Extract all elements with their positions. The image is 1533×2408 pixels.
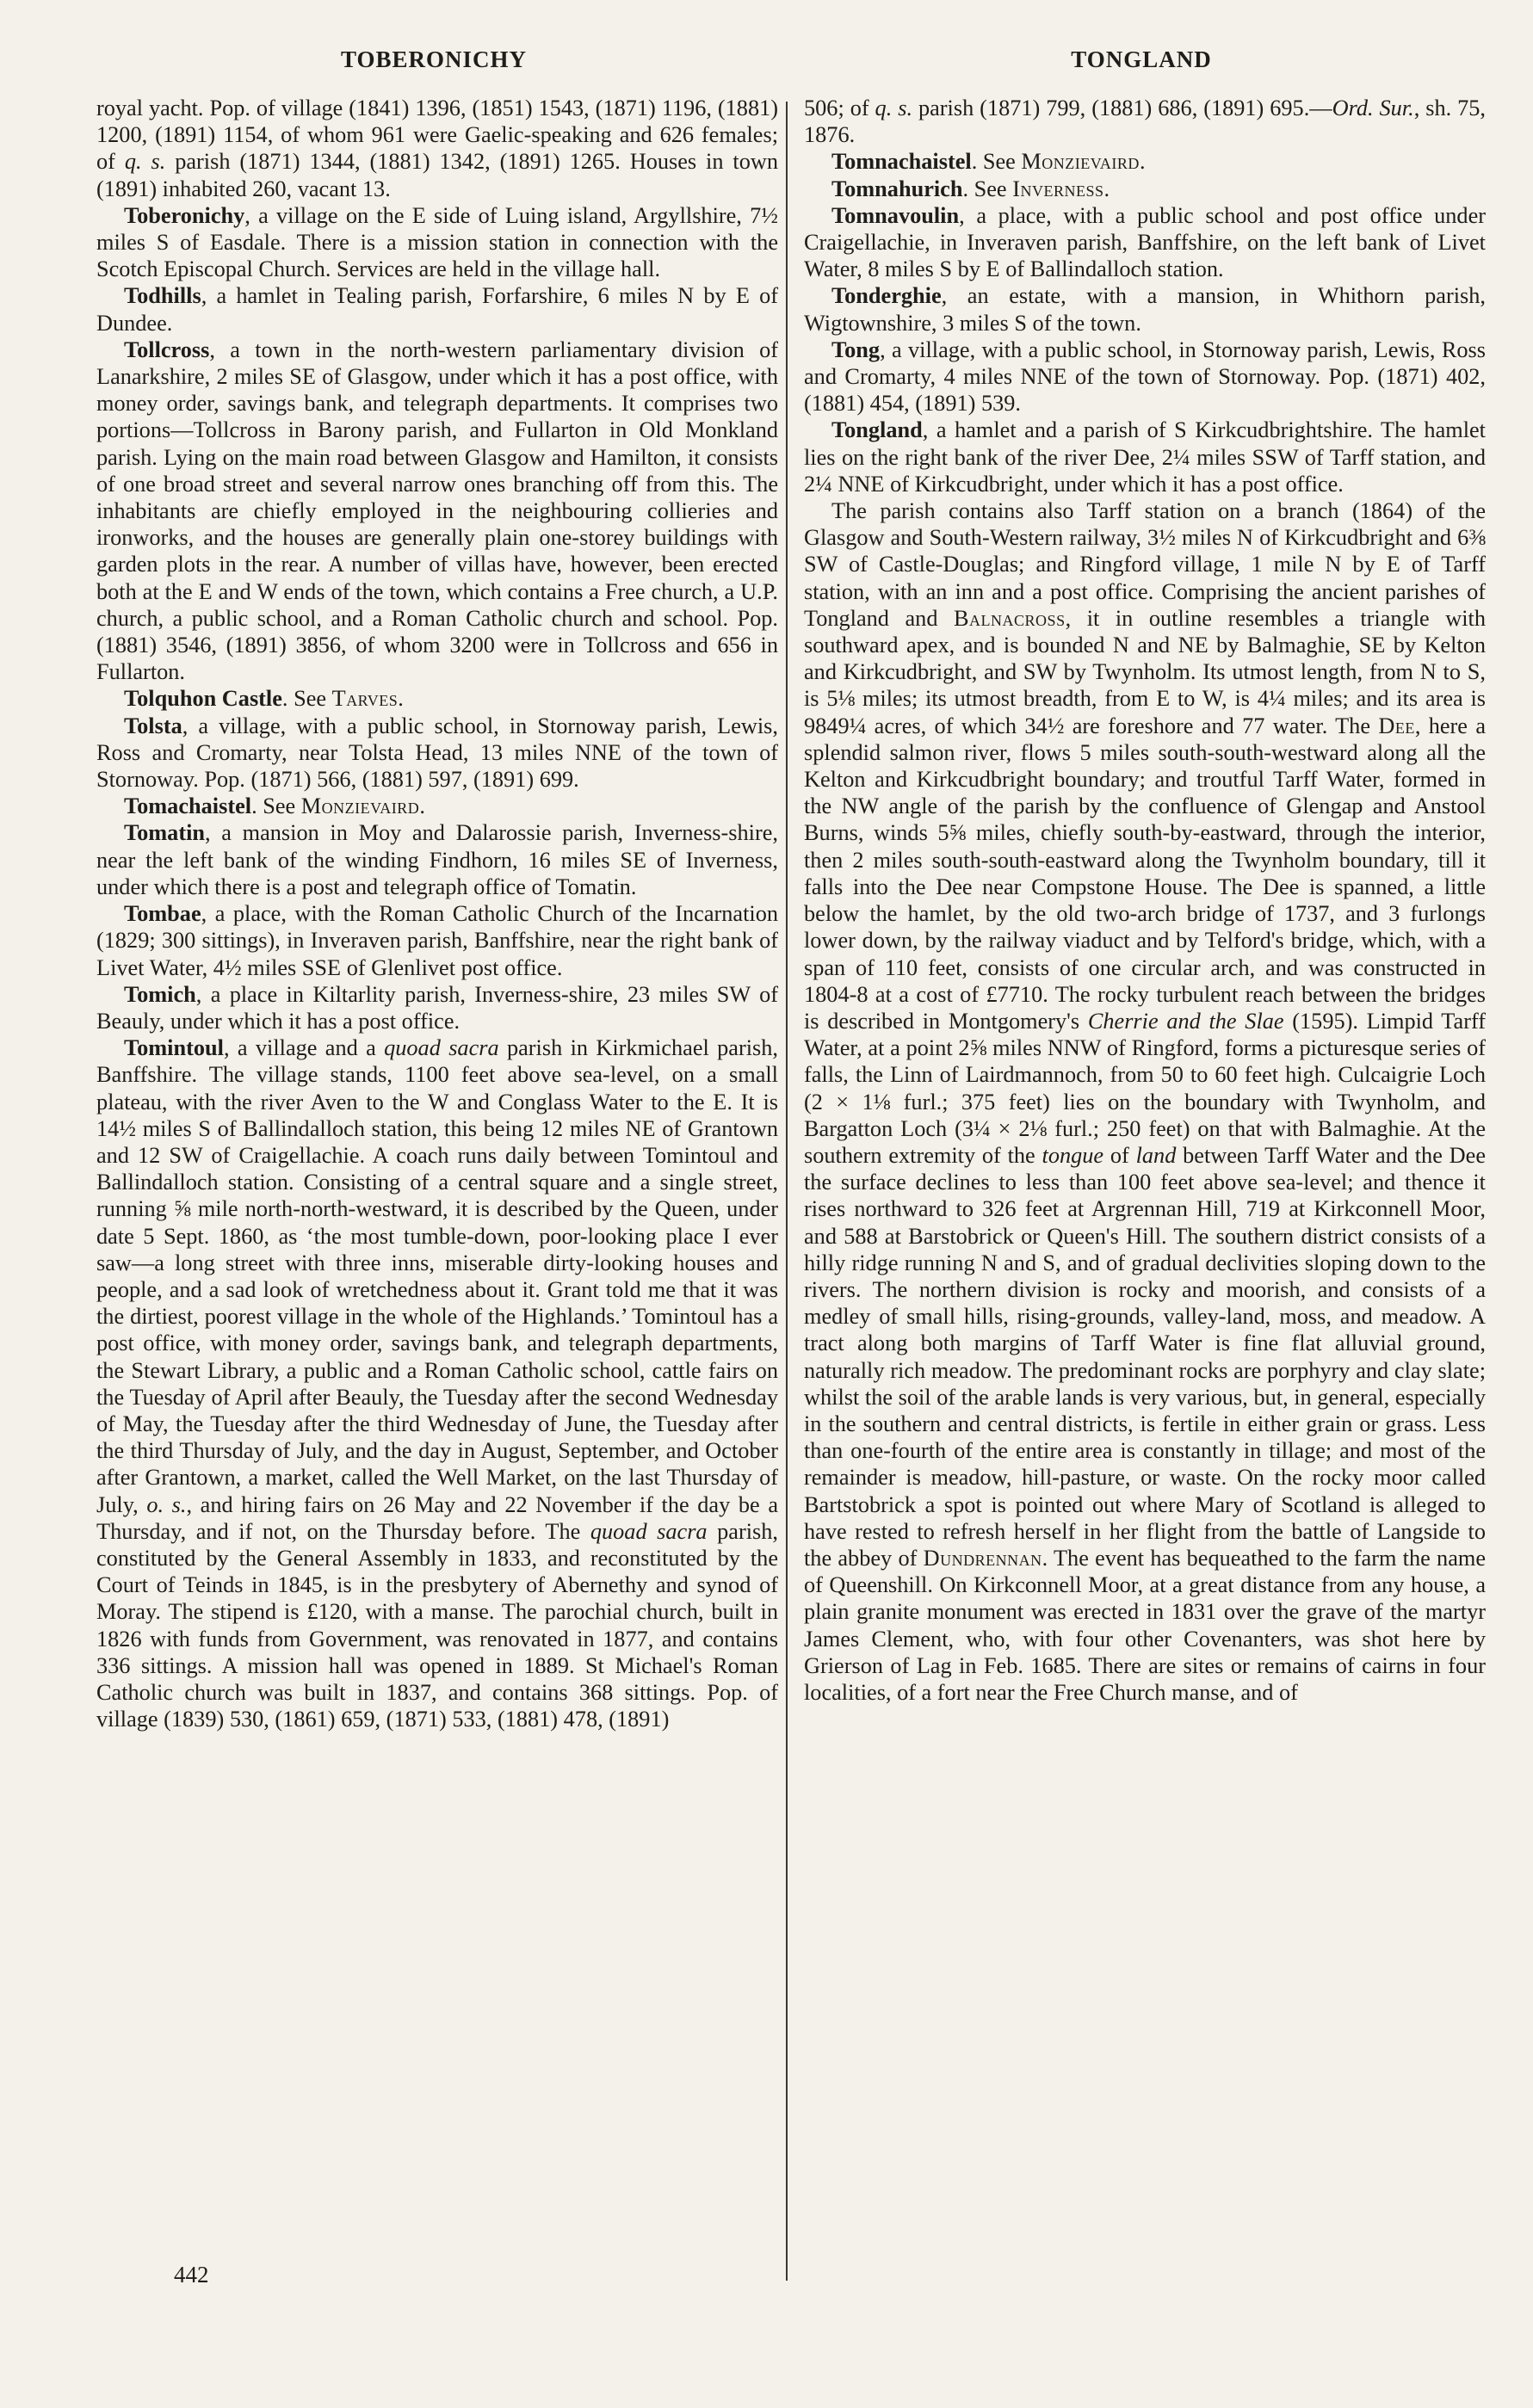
gazetteer-entry: [96, 713, 778, 793]
entry-text: .: [419, 793, 425, 819]
entry-text: The parish contains also Tarff station on a branch (1864) of the Glasgow and South-Western railway, 3½ miles N of Kirkcudbright and 6⅜ SW of Castle-Douglas; and Ringford village, 1 mile N by E of Tarff station, with an inn and a post office. Comprising the ancient parishes of Tongland and: [804, 498, 1486, 631]
gazetteer-entry: [96, 202, 778, 283]
italic-text: o. s.: [146, 1491, 187, 1517]
entry-headword: Tolsta: [124, 713, 182, 738]
entry-text: , here a splendid salmon river, flows 5 miles south-south-westward along all the Kelton and Kirkcudbright boundary; and troutful Tarff Water, formed in the NW angle of the parish by the confluence of Glengap and Anstool Burns, winds 5⅝ miles, chiefly south-by-eastward, through the interior, then 2 miles south-south-eastward along the Twynholm boundary, till it falls into the Dee near Compstone House. The Dee is spanned, a little below the hamlet, by the old two-arch bridge of 1737, and 3 furlongs lower down, by the railway viaduct and by Telford's bridge, which, with a span of 110 feet, consists of one circular arch, and was constructed in 1804-8 at a cost of £7710. The rocky turbulent reach between the bridges is described in Montgomery's: [804, 713, 1486, 1034]
entry-text: , a hamlet and a parish of S Kirkcudbrightshire. The hamlet lies on the right bank of the river Dee, 2¼ miles SSW of Tarff station, and 2¼ NNE of Kirkcudbright, under which it has a post office.: [804, 417, 1486, 497]
entry-text: , a place in Kiltarlity parish, Inverness-shire, 23 miles SW of Beauly, under which it has a post office.: [96, 981, 778, 1034]
entry-continuation: [96, 95, 778, 202]
italic-text: q. s.: [124, 149, 166, 175]
gazetteer-entry: [804, 417, 1486, 497]
running-head-right: TONGLAND: [1071, 46, 1212, 72]
entry-headword: Tomnahurich: [831, 176, 963, 201]
cross-reference: Inverness: [1012, 176, 1104, 201]
entry-text: , it in outline resembles a triangle with southward apex, and is bounded N and NE by Balmaghie, SE by Kelton and Kirkcudbright, and SW by Twynholm. Its utmost length, from N to S, is 5⅛ miles; its utmost breadth, from E to W, is 4¼ miles; and its area is 9849¼ acres, of which 34½ are foreshore and 77 water. The: [804, 605, 1486, 738]
italic-text: Ord. Sur.: [1332, 96, 1414, 120]
entry-text: , a place, with a public school and post office under Craigellachie, in Inveraven parish, Banffshire, on the left bank of Livet Water, 8 miles S by E of Ballindalloch station.: [804, 202, 1486, 282]
italic-text: quoad sacra: [590, 1518, 708, 1544]
entry-text: , a town in the north-western parliamentary division of Lanarkshire, 2 miles SE of Glasgow, under which it has a post office, with money order, savings bank, and telegraph departments. It comprises two portions—Tollcross in Barony parish, and Fullarton in Old Monkland parish. Lying on the main road between Glasgow and Hamilton, it consists of one broad street and several narrow ones branching off from this. The inhabitants are chiefly employed in the neighbouring collieries and ironworks, and the houses are generally plain one-storey buildings with garden plots in the rear. A number of villas have, however, been erected both at the E and W ends of the town, which contains a Free church, a U.P. church, a public school, and a Roman Catholic church and school. Pop. (1881) 3546, (1891) 3856, of whom 3200 were in Tollcross and 656 in Fullarton.: [96, 337, 778, 685]
italic-text: quoad sacra: [384, 1035, 499, 1061]
entry-headword: Tong: [831, 337, 881, 362]
gazetteer-entry: [96, 685, 778, 712]
entry-headword: Tomich: [124, 981, 196, 1007]
italic-text: tongue: [1042, 1142, 1104, 1168]
entry-text: , a hamlet in Tealing parish, Forfarshire, 6 miles N by E of Dundee.: [96, 283, 778, 336]
entry-text: , a mansion in Moy and Dalarossie parish, Inverness-shire, near the left bank of the winding Findhorn, 16 miles SE of Inverness, under which there is a post and telegraph office of Tomatin.: [96, 820, 778, 899]
gazetteer-entry: [804, 337, 1486, 417]
entry-continuation: [804, 95, 1486, 148]
gazetteer-entry: [804, 148, 1486, 175]
gazetteer-entry: [96, 981, 778, 1034]
right-column: [804, 95, 1486, 1706]
entry-text: . See: [962, 176, 1013, 201]
entry-text: , a village, with a public school, in Stornoway parish, Lewis, Ross and Cromarty, 4 miles NNE of the town of Stornoway. Pop. (1871) 402, (1881) 454, (1891) 539.: [804, 337, 1486, 417]
page-number: 442: [174, 2262, 209, 2288]
cross-reference: Tarves: [331, 686, 399, 712]
gazetteer-entry: [96, 819, 778, 900]
entry-text: .: [1103, 176, 1110, 201]
cross-reference: Dee: [1378, 713, 1415, 738]
entry-headword: Toberonichy: [124, 202, 245, 228]
entry-text: parish (1871) 1344, (1881) 1342, (1891) 1265. Houses in town (1891) inhabited 260, vacant 13.: [96, 149, 779, 201]
entry-headword: Tongland: [831, 417, 923, 443]
entry-text: .: [398, 686, 404, 712]
entry-text: , sh. 75, 1876.: [804, 96, 1486, 148]
gazetteer-entry: [804, 282, 1486, 336]
cross-reference: Monzievaird: [1021, 149, 1140, 175]
italic-text: Cherrie and the Slae: [1087, 1008, 1284, 1034]
entry-text: , and hiring fairs on 26 May and 22 November if the day be a Thursday, and if not, on the Thursday before. The: [96, 1491, 778, 1544]
entry-text: , an estate, with a mansion, in Whithorn parish, Wigtownshire, 3 miles S of the town.: [804, 283, 1486, 336]
cross-reference: Monzievaird: [300, 793, 420, 819]
entry-headword: Tombae: [124, 901, 201, 927]
entry-text: parish, constituted by the General Assembly in 1833, and reconstituted by the Court of Teinds in 1845, is in the presbytery of Abernethy and synod of Moray. The stipend is £120, with a manse. The parochial church, built in 1826 with funds from Government, was renovated in 1877, and contains 336 sittings. A mission hall was opened in 1889. St Michael's Roman Catholic church was built in 1837, and contains 368 sittings. Pop. of village (1839) 530, (1861) 659, (1871) 533, (1881) 478, (1891): [96, 1518, 778, 1732]
entry-text: . See: [281, 686, 332, 712]
entry-headword: Tonderghie: [831, 283, 942, 309]
entry-text: , a village, with a public school, in Stornoway parish, Lewis, Ross and Cromarty, near Tolsta Head, 13 miles NNE of the town of Stornoway. Pop. (1871) 566, (1881) 597, (1891) 699.: [96, 713, 778, 793]
entry-text: , a village and a: [223, 1035, 385, 1061]
entry-headword: Todhills: [124, 283, 201, 309]
entry-text: , a place, with the Roman Catholic Church of the Incarnation (1829; 300 sittings), in Inveraven parish, Banffshire, near the right bank of Livet Water, 4½ miles SSE of Glenlivet post office.: [96, 901, 778, 980]
entry-text: of: [1103, 1142, 1136, 1168]
gazetteer-entry: [96, 793, 778, 819]
gazetteer-entry: [96, 282, 778, 336]
entry-headword: Tolquhon Castle: [124, 686, 282, 712]
running-head-left: TOBERONICHY: [340, 46, 528, 72]
entry-text: parish (1871) 799, (1881) 686, (1891) 695.—: [912, 96, 1332, 120]
left-column: [96, 95, 778, 1732]
gazetteer-entry: [96, 337, 778, 686]
gazetteer-entry: [804, 176, 1486, 202]
entry-text: . See: [251, 793, 301, 819]
entry-text: parish in Kirkmichael parish, Banffshire. The village stands, 1100 feet above sea-level, on a small plateau, with the river Aven to the W and Conglass Water to the E. It is 14½ miles S of Ballindalloch station, this being 12 miles NE of Grantown and 12 SW of Craigellachie. A coach runs daily between Tomintoul and Ballindalloch station. Consisting of a central square and a single street, running ⅝ mile north-north-westward, it is described by the Queen, under date 5 Sept. 1860, as ‘the most tumble-down, poor-looking place I ever saw—a long street with three inns, miserable dirty-looking houses and people, and a sad look of wretchedness about it. Grant told me that it was the dirtiest, poorest village in the whole of the Highlands.’ Tomintoul has a post office, with money order, savings bank, and telegraph departments, the Stewart Library, a public and a Roman Catholic school, cattle fairs on the Tuesday of April after Beauly, the Tuesday after the second Wednesday of May, the Tuesday after the third Wednesday of June, the Tuesday after the third Thursday of July, and the day in August, September, and October after Grantown, a market, called the Well Market, on the last Thursday of July,: [96, 1035, 778, 1517]
entry-headword: Tomintoul: [124, 1035, 224, 1061]
entry-headword: Tomnavoulin: [831, 202, 960, 228]
gazetteer-entry: [804, 202, 1486, 283]
cross-reference: Dundrennan: [923, 1545, 1042, 1571]
entry-text: (1595). Limpid Tarff Water, at a point 2⅝ miles NNW of Ringford, forms a picturesque series of falls, the Linn of Lairdmannoch, from 50 to 60 feet high. Culcaigrie Loch (2 × 1⅛ furl.; 375 feet) lies on the boundary with Twynholm, and Bargatton Loch (3¼ × 2⅛ furl.; 250 feet) on that with Balmaghie. At the southern extremity of the: [804, 1008, 1486, 1168]
entry-text: . The event has bequeathed to the farm the name of Queenshill. On Kirkconnell Moor, at a great distance from any house, a plain granite monument was erected in 1831 over the grave of the martyr James Clement, who, with four other Covenanters, was shot here by Grierson of Lag in Feb. 1685. There are sites or remains of cairns in four localities, of a fort near the Free Church manse, and of: [804, 1545, 1487, 1705]
entry-headword: Tomnachaistel: [831, 149, 972, 175]
gazetteer-entry: [96, 900, 778, 981]
gazetteer-entry: [96, 1034, 778, 1732]
entry-text: between Tarff Water and the Dee the surface declines to less than 100 feet above sea-level; and thence it rises northward to 326 feet at Argrennan Hill, 719 at Kirkconnell Moor, and 588 at Barstobrick or Queen's Hill. The southern district consists of a hilly ridge running N and S, and of gradual declivities sloping down to the rivers. The northern division is rocky and moorish, and consists of a medley of small hills, rising-grounds, valley-land, moss, and meadow. A tract along both margins of Tarff Water is fine flat alluvial ground, naturally rich meadow. The predominant rocks are porphyry and clay slate; whilst the soil of the arable lands is very various, but, in general, especially in the southern and central districts, is fertile in either grain or grass. Less than one-fourth of the entire area is constantly in tillage; and most of the remainder is meadow, hill-pasture, or waste. On the rocky moor called Bartstobrick a spot is pointed out where Mary of Scotland is alleged to have rested to refresh herself in her flight from the battle of Langside to the abbey of: [804, 1142, 1486, 1571]
entry-text: 506; of: [804, 96, 875, 120]
column-divider: [786, 102, 788, 2281]
entry-headword: Tomachaistel: [124, 793, 252, 819]
italic-text: land: [1135, 1142, 1177, 1168]
entry-text: .: [1139, 149, 1146, 175]
entry-headword: Tomatin: [124, 820, 206, 846]
entry-text: . See: [971, 149, 1022, 175]
gazetteer-entry: [804, 497, 1486, 1706]
entry-text: royal yacht. Pop. of village (1841) 1396, (1851) 1543, (1871) 1196, (1881) 1200, (1891) 1154, of whom 961 were Gaelic-speaking and 626 females; of: [96, 96, 778, 175]
italic-text: q. s.: [875, 96, 913, 120]
cross-reference: Balnacross: [954, 605, 1066, 631]
entry-text: , a village on the E side of Luing island, Argyllshire, 7½ miles S of Easdale. There is a mission station in connection with the Scotch Episcopal Church. Services are held in the village hall.: [96, 202, 778, 282]
entry-headword: Tollcross: [124, 337, 210, 362]
